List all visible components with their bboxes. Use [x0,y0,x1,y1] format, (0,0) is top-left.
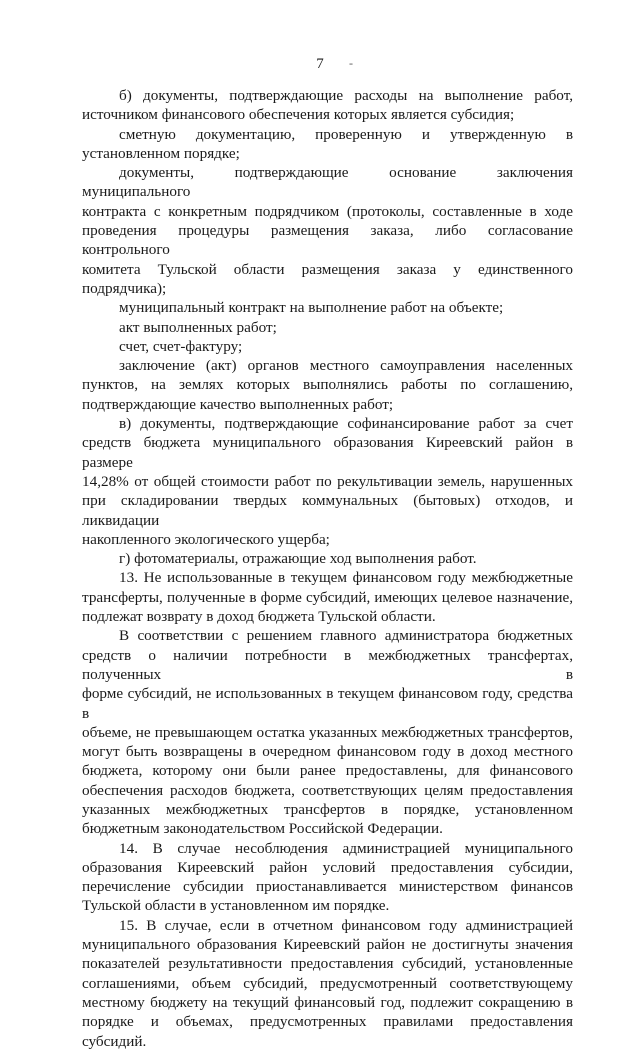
text-line: 14. В случае несоблюдения администрацией муниципального [119,839,573,857]
text-line: заключение (акт) органов местного самоуправления населенных [119,357,573,375]
paragraph [82,549,573,568]
text-line: накопленного экологического ущерба; [82,530,330,548]
text-line: б) документы, подтверждающие расходы на выполнение работ, [119,87,573,104]
text-line: местному бюджету на текущий финансовый год, подлежит сокращению в [82,993,573,1011]
text-line: муниципальный контракт на выполнение работ на объекте; [119,299,504,317]
paragraph [82,568,573,626]
text-line: подтверждающие качество выполненных работ; [82,395,394,413]
paragraph [82,125,573,164]
text-line: В соответствии с решением главного администратора бюджетных [119,627,573,645]
paragraph [82,839,573,916]
text-line: г) фотоматериалы, отражающие ход выполнения работ. [119,550,477,568]
text-line: сметную документацию, проверенную и утвержденную в [119,125,573,143]
text-line: средств бюджета муниципального образования Киреевский район в размере [82,434,573,471]
text-line: показателей результативности предоставления субсидий, установленные [82,955,573,973]
text-line: средств о наличии потребности в межбюджетных трансфертах, полученных в [82,646,573,683]
text-line: бюджетным законодательством Российской Федерации. [82,820,443,838]
text-line: источником финансового обеспечения которых является субсидия; [82,106,515,124]
text-line: 13. Не использованные в текущем финансовом году межбюджетные [119,569,573,587]
paragraph [82,414,573,549]
text-line: при складировании твердых коммунальных (бытовых) отходов, и ликвидации [82,492,573,529]
text-line: муниципального образования Киреевский район не достигнуты значения [82,936,573,954]
paragraph [82,163,573,298]
text-line: Тульской области в установленном им порядке. [82,897,390,915]
text-line: указанных межбюджетных трансфертов в порядке, установленном [82,800,573,818]
text-line: могут быть возвращены в очередном финансовом году в доход местного [82,743,573,761]
text-line: порядке и объемах, предусмотренных правилами предоставления субсидий. [82,1013,573,1050]
text-line: перечисление субсидии приостанавливается министерством финансов [82,878,573,896]
paragraph [82,626,573,838]
page-mark: - [349,56,353,70]
paragraph [82,318,573,337]
text-line: трансферты, полученные в форме субсидий, имеющих целевое назначение, [82,588,573,606]
text-line: соглашениями, объем субсидий, предусмотренный соответствующему [82,974,573,992]
text-line: контракта с конкретным подрядчиком (протоколы, составленные в ходе [82,202,573,220]
paragraph [82,356,573,414]
text-line: акт выполненных работ; [119,318,277,336]
text-line: в) документы, подтверждающие софинансирование работ за счет [119,415,573,433]
text-line: объеме, не превышающем остатка указанных межбюджетных трансфертов, [82,723,573,741]
paragraph [82,298,573,317]
paragraph [82,916,573,1051]
paragraph [82,86,573,125]
text-line: документы, подтверждающие основание заключения муниципального [82,164,573,201]
paragraph [82,337,573,356]
text-line: счет, счет-фактуру; [119,337,243,355]
text-line: 15. В случае, если в отчетном финансовом году администрацией [119,916,573,934]
text-line: образования Киреевский район условий предоставления субсидии, [82,858,573,876]
text-line: проведения процедуры размещения заказа, либо согласование контрольного [82,222,573,259]
text-line: обеспечения расходов бюджета, соответствующих целям предоставления [82,781,573,799]
text-line: установленном порядке; [82,144,240,162]
page-number: 7 [316,56,324,72]
text-line: форме субсидий, не использованных в текущем финансовом году, средства в [82,685,573,722]
text-line: комитета Тульской области размещения заказа у единственного подрядчика); [82,260,573,297]
text-line: бюджета, которому они были ранее предоставлены, для финансового [82,762,573,780]
document-body [82,86,573,1051]
text-line: 14,28% от общей стоимости работ по рекультивации земель, нарушенных [82,472,573,490]
text-line: подлежат возврату в доход бюджета Тульской области. [82,608,436,626]
text-line: пунктов, на землях которых выполнялись работы по соглашению, [82,376,573,394]
